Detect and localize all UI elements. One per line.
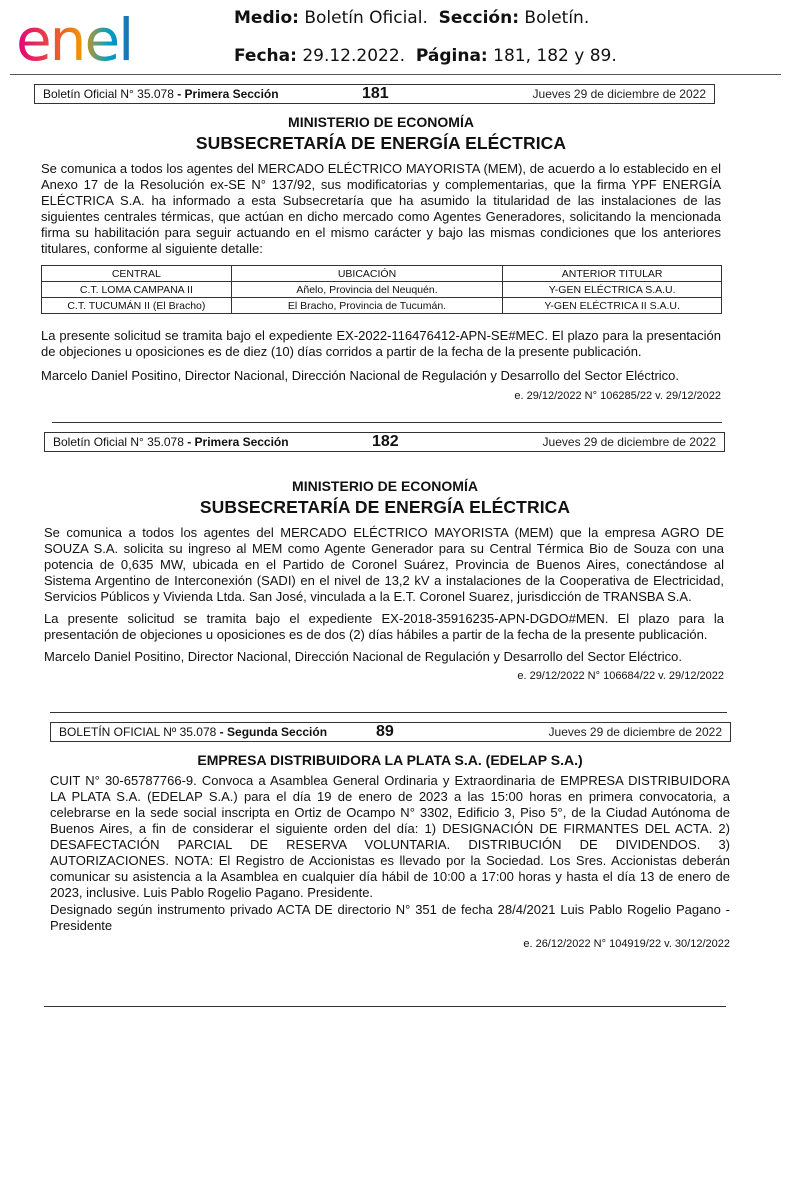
notice1-tramite: La presente solicitud se tramita bajo el expediente EX-2022-116476412-APN-SE#MEC. El plazo para la presentación de objeciones u oposiciones es de diez (10) días corridos a partir de la fecha de la presente publicación. (41, 328, 721, 359)
enel-logo (16, 14, 172, 70)
separator (52, 422, 722, 423)
notice3-ref: e. 26/12/2022 N° 104919/22 v. 30/12/2022 (523, 938, 730, 950)
notice3-title: EMPRESA DISTRIBUIDORA LA PLATA S.A. (EDELAP S.A.) (197, 752, 583, 768)
notice1-ref: e. 29/12/2022 N° 106285/22 v. 29/12/2022 (514, 390, 721, 402)
table-cell: Añelo, Provincia del Neuquén. (231, 282, 503, 298)
table-header-row (42, 266, 722, 282)
table-header-cell: ANTERIOR TITULAR (503, 266, 722, 282)
header-medio-line (234, 8, 589, 28)
notice1-ministry: MINISTERIO DE ECONOMÍA (288, 114, 474, 130)
bar-date: Jueves 29 de diciembre de 2022 (548, 725, 722, 739)
medio-value: Boletín Oficial. (304, 8, 428, 28)
notice2-ref: e. 29/12/2022 N° 106684/22 v. 29/12/2022 (517, 670, 724, 682)
table-cell: C.T. LOMA CAMPANA II (42, 282, 232, 298)
table-header-cell: UBICACIÓN (231, 266, 503, 282)
bar-left: BOLETÍN OFICIAL Nº 35.078 - Segunda Sección (59, 725, 328, 739)
notice3-designado: Designado según instrumento privado ACTA DE directorio N° 351 de fecha 28/4/2021 Luis Pablo Rogelio Pagano - Presidente (50, 902, 730, 933)
notice2-firma: Marcelo Daniel Positino, Director Nacional, Dirección Nacional de Regulación y Desarrollo del Sector Eléctrico. (44, 649, 683, 664)
notice3-bulletin-bar (50, 722, 731, 742)
fecha-label: Fecha: (234, 46, 297, 66)
medio-label: Medio: (234, 8, 299, 28)
table-header-cell: CENTRAL (42, 266, 232, 282)
notice1-firma: Marcelo Daniel Positino, Director Nacional, Dirección Nacional de Regulación y Desarrollo del Sector Eléctrico. (41, 368, 680, 383)
table-row (42, 282, 722, 298)
notice1-body: Se comunica a todos los agentes del MERCADO ELÉCTRICO MAYORISTA (MEM), de acuerdo a lo establecido en el Anexo 17 de la Resolución ex-SE N° 137/92, sus modificatorias y complementarias, que la firma YPF ENERGÍA ELÉCTRICA S.A. ha informado a esta Subsecretaría que ha asumido la titularidad de las instalaciones de las siguientes centrales térmicas, que actúan en dicho mercado como Agentes Generadores, solicitando la mencionada firma su habilitación para seguir actuando en el mismo carácter y bajo las mismas condiciones que los anteriores titulares, conforme al siguiente detalle: (41, 161, 721, 256)
seccion-label: Sección: (438, 8, 519, 28)
notice2-ministry: MINISTERIO DE ECONOMÍA (292, 478, 478, 494)
bar-date: Jueves 29 de diciembre de 2022 (532, 87, 706, 101)
header-fecha-line (234, 46, 617, 66)
seccion-value: Boletín. (524, 8, 590, 28)
separator (44, 1006, 726, 1007)
separator (50, 712, 727, 713)
notice2-bulletin-bar (44, 432, 725, 452)
centrales-table (41, 265, 722, 314)
pagina-label: Página: (415, 46, 488, 66)
fecha-value: 29.12.2022. (302, 46, 406, 66)
bar-date: Jueves 29 de diciembre de 2022 (542, 435, 716, 449)
page-number: 182 (372, 433, 399, 450)
header-rule (10, 74, 781, 75)
pagina-value: 181, 182 y 89. (493, 46, 617, 66)
table-cell: El Bracho, Provincia de Tucumán. (231, 298, 503, 314)
table-cell: C.T. TUCUMÁN II (El Bracho) (42, 298, 232, 314)
table-cell: Y-GEN ELÉCTRICA II S.A.U. (503, 298, 722, 314)
notice2-tramite: La presente solicitud se tramita bajo el expediente EX-2018-35916235-APN-DGDO#MEN. El plazo para la presentación de objeciones u oposiciones es de dos (2) días hábiles a partir de la fecha de la presente publicación. (44, 611, 724, 642)
table-row (42, 298, 722, 314)
page-number: 89 (376, 723, 394, 740)
page-number: 181 (362, 85, 389, 102)
bar-left: Boletín Oficial N° 35.078 - Primera Sección (43, 87, 279, 101)
notice3-body: CUIT N° 30-65787766-9. Convoca a Asamblea General Ordinaria y Extraordinaria de EMPRESA DISTRIBUIDORA LA PLATA S.A. (EDELAP S.A.) para el día 19 de enero de 2023 a las 15:00 horas en primera convocatoria, a celebrarse en la sede social inscripta en Ortiz de Ocampo N° 3302, Edificio 3, Piso 5°, de la Ciudad Autónoma de Buenos Aires, a fin de considerar el siguiente orden del día: 1) DESIGNACIÓN DE FIRMANTES DEL ACTA. 2) DESAFECTACIÓN PARCIAL DE RESERVA VOLUNTARIA. DISTRIBUCIÓN DE DIVIDENDOS. 3) AUTORIZACIONES. NOTA: El Registro de Accionistas es llevado por la Sociedad. Los Sres. Accionistas deberán comunicar su asistencia a la Asamblea en cualquier día hábil de 10:00 a 17:00 horas y hasta el día 13 de enero de 2023, inclusive. Luis Pablo Rogelio Pagano. Presidente. (50, 773, 730, 900)
table-cell: Y-GEN ELÉCTRICA S.A.U. (503, 282, 722, 298)
notice1-subsecretaria: SUBSECRETARÍA DE ENERGÍA ELÉCTRICA (195, 133, 567, 153)
enel-logo-text: enel (16, 14, 133, 70)
notice1-bulletin-bar (34, 84, 715, 104)
bar-left: Boletín Oficial N° 35.078 - Primera Sección (53, 435, 289, 449)
notice2-body: Se comunica a todos los agentes del MERCADO ELÉCTRICO MAYORISTA (MEM) que la empresa AGRO DE SOUZA S.A. solicita su ingreso al MEM como Agente Generador para su Central Térmica Bio de Souza con una potencia de 0,635 MW, ubicada en el Partido de Coronel Suárez, Provincia de Buenos Aires, conectándose al Sistema Argentino de Interconexión (SADI) en el nivel de 13,2 kV a instalaciones de la Cooperativa de Electricidad, Servicios Públicos y Vivienda Ltda. San José, vinculada a la E.T. Coronel Suarez, jurisdicción de TRANSBA S.A. (44, 525, 724, 604)
notice2-subsecretaria: SUBSECRETARÍA DE ENERGÍA ELÉCTRICA (199, 497, 571, 517)
